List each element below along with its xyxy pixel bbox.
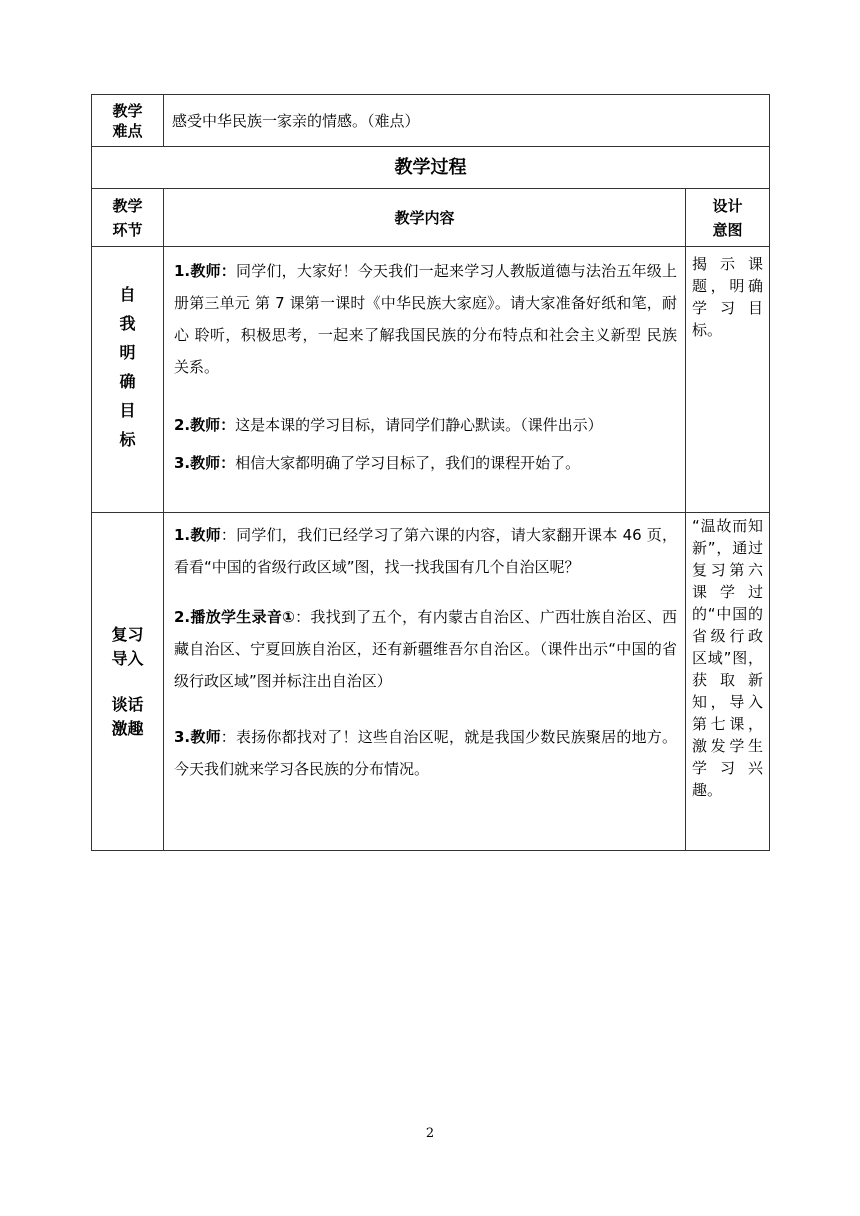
- section1-char: 明: [119, 343, 136, 362]
- section2-label-cell: [92, 513, 164, 851]
- section1-char: 自: [119, 285, 136, 304]
- item-number: 3.教师：: [174, 454, 236, 472]
- section2-label: [92, 623, 163, 741]
- item-text: 同学们，大家好！今天我们一起来学习人教版道德与法治五年级上册第三单元 第 7 课第一课时《中华民族大家庭》。请大家准备好纸和笔，耐心 聆听，积极思考，一起来了解我国民族的分布特点和社会主义新型 民族关系。: [174, 262, 677, 376]
- section1-item-3: [174, 447, 677, 479]
- section2-item-3: [174, 721, 677, 785]
- col-section-header: [92, 189, 164, 247]
- process-title: 教学过程: [394, 156, 467, 178]
- item-text: 相信大家都明确了学习目标了，我们的课程开始了。: [235, 454, 581, 472]
- item-text: ：我找到了五个，有内蒙古自治区、广西壮族自治区、西藏自治区、宁夏回族自治区，还有新疆维吾尔自治区。（课件出示“中国的省级行政区域”图并标注出自治区）: [174, 608, 677, 690]
- process-title-row: [92, 147, 770, 189]
- section2-item-1: [174, 519, 677, 583]
- item-number: 1.教师: [174, 526, 221, 544]
- item-number: 2.播放学生录音①: [174, 608, 296, 626]
- page-number: 2: [425, 1126, 435, 1141]
- section2-intent: “温故而知新”，通过复习第六课学过的“中国的省级行政区域”图，获取新知，导入第七课，激发学生学习兴趣。: [692, 517, 764, 799]
- section1-char: 目: [119, 401, 136, 420]
- section1-item-2: [174, 409, 677, 441]
- difficulty-content-cell: [164, 95, 770, 147]
- process-title-cell: [92, 147, 770, 189]
- item-text: ：同学们，我们已经学习了第六课的内容，请大家翻开课本 46 页，看看“中国的省级行政区域”图，找一找我国有几个自治区呢？: [174, 526, 677, 576]
- section1-char: 确: [119, 372, 136, 391]
- section2-label-a: 复习导入: [111, 624, 144, 668]
- difficulty-label-cell: [92, 95, 164, 147]
- col-intent-label: 设计意图: [712, 196, 743, 239]
- item-text: ：表扬你都找对了！这些自治区呢，就是我国少数民族聚居的地方。今天我们就来学习各民族的分布情况。: [174, 728, 677, 778]
- col-section-label: 教学环节: [112, 196, 143, 239]
- item-number: 1.教师：: [174, 262, 236, 280]
- section2-label-b: 谈话激趣: [111, 694, 144, 738]
- item-number: 2.教师：: [174, 416, 236, 434]
- section2-item-2: [174, 601, 677, 697]
- section1-char: 我: [119, 314, 136, 333]
- section1-row: [92, 247, 770, 513]
- section2-content-cell: [164, 513, 686, 851]
- section2-row: [92, 513, 770, 851]
- col-content-label: 教学内容: [394, 208, 455, 227]
- column-header-row: [92, 189, 770, 247]
- section1-intent: 揭示课题，明确学习目标。: [692, 255, 764, 339]
- item-text: 这是本课的学习目标，请同学们静心默读。（课件出示）: [235, 416, 603, 434]
- difficulty-content: 感受中华民族一家亲的情感。（难点）: [172, 111, 420, 130]
- section2-intent-cell: [686, 513, 770, 851]
- difficulty-row: [92, 95, 770, 147]
- section2-content: [164, 513, 685, 785]
- col-intent-header: [686, 189, 770, 247]
- item-number: 3.教师: [174, 728, 221, 746]
- section1-label-cell: [92, 247, 164, 513]
- section1-char: 标: [119, 430, 136, 449]
- section1-content-cell: [164, 247, 686, 513]
- col-content-header: [164, 189, 686, 247]
- difficulty-label: 教学难点: [112, 101, 143, 140]
- lesson-plan-table: [91, 94, 770, 851]
- section1-label: [92, 280, 163, 454]
- section1-intent-cell: [686, 247, 770, 513]
- section1-content: [164, 247, 685, 479]
- section1-item-1: [174, 255, 677, 383]
